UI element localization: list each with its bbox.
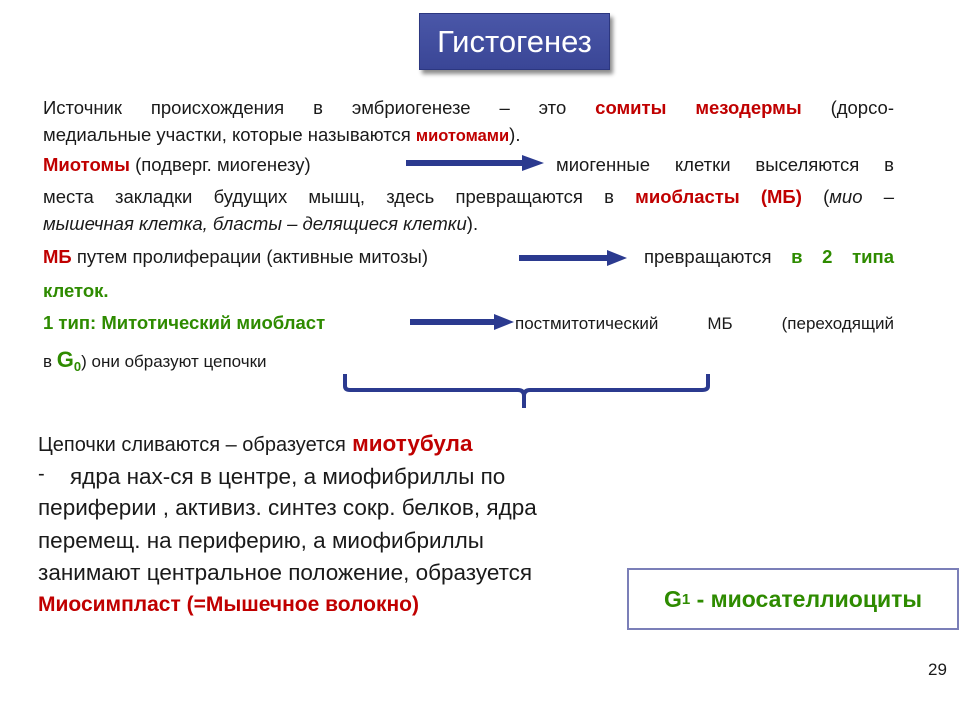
text-span: 29	[928, 660, 947, 679]
text-span: ).	[509, 124, 521, 145]
text-span: ядра нах-ся в центре, а миофибриллы по	[70, 464, 506, 489]
para-line-8-right	[515, 311, 894, 337]
text-span: (дорсо-	[830, 97, 895, 118]
curly-brace-icon	[342, 372, 712, 417]
chains-line-4	[38, 525, 484, 556]
text-span: превращаются	[644, 246, 772, 267]
highlight-cells: клеток.	[43, 280, 109, 301]
text-span: мио –	[829, 186, 894, 207]
text-span: мышечная клетка, бласты – делящиеся клетки	[43, 213, 467, 234]
text-span: (подверг. миогенезу)	[135, 154, 311, 175]
para-line-4	[43, 184, 894, 210]
text-span: перемещ. на периферию, а миофибриллы	[38, 528, 484, 553]
highlight-myotomes-term: Миотомы	[43, 154, 130, 175]
highlight-somites: сомиты мезодермы	[595, 97, 802, 118]
text-span: ) они образуют цепочки	[81, 352, 267, 371]
para-line-1	[43, 95, 894, 121]
text-span: постмитотический МБ (переходящий	[515, 314, 894, 333]
list-dash	[38, 463, 45, 486]
chains-line-2	[70, 461, 505, 492]
para-line-3-right	[556, 152, 894, 178]
text-span: ).	[466, 213, 479, 234]
arrow-right-icon	[519, 250, 627, 264]
text-span: Источник происхождения в эмбриогенезе – это	[43, 97, 567, 118]
chains-line-3	[38, 492, 537, 523]
para-line-5	[43, 211, 894, 237]
para-line-2	[43, 122, 894, 149]
highlight-myotomes: миотомами	[415, 127, 510, 145]
highlight-two-types: в 2 типа	[791, 246, 894, 267]
text-span: в	[43, 352, 53, 371]
highlight-g0: G	[56, 347, 74, 372]
highlight-myotube: миотубула	[352, 431, 473, 456]
text-span: путем пролиферации (активные митозы)	[76, 246, 429, 267]
highlight-type1: 1 тип: Митотический миобласт	[43, 312, 326, 333]
page-number	[928, 660, 947, 680]
highlight-myoblasts: миобласты (МБ)	[635, 186, 802, 207]
arrow-right-icon	[406, 155, 544, 169]
chains-line-5	[38, 557, 532, 588]
text-span: 1	[681, 590, 691, 608]
highlight-myosymplast: Миосимпласт (=Мышечное волокно)	[38, 593, 419, 616]
chains-line-1	[38, 428, 472, 461]
text-span: - миосателлиоциты	[690, 585, 923, 612]
text-span: Цепочки сливаются – образуется	[38, 434, 346, 456]
g1-satellite-box	[627, 568, 959, 630]
text-span: -	[38, 463, 45, 485]
text-span: периферии , активиз. синтез сокр. белков, ядра	[38, 495, 537, 520]
slide-title-text: Гистогенез	[437, 23, 592, 59]
arrow-right-icon	[410, 314, 514, 328]
highlight-g0-sub: 0	[73, 359, 82, 374]
text-span: миогенные клетки выселяются в	[556, 154, 894, 175]
chains-line-6	[38, 589, 419, 620]
text-span: места закладки будущих мышц, здесь превращаются в	[43, 186, 614, 207]
highlight-mb: МБ	[43, 246, 72, 267]
slide-title	[419, 13, 610, 70]
para-line-7	[43, 278, 894, 304]
text-span: (	[823, 186, 830, 207]
para-line-6-right	[644, 244, 894, 270]
text-span: медиальные участки, которые называются	[43, 124, 411, 145]
text-span: G	[663, 585, 682, 612]
text-span: занимают центральное положение, образуется	[38, 560, 533, 585]
